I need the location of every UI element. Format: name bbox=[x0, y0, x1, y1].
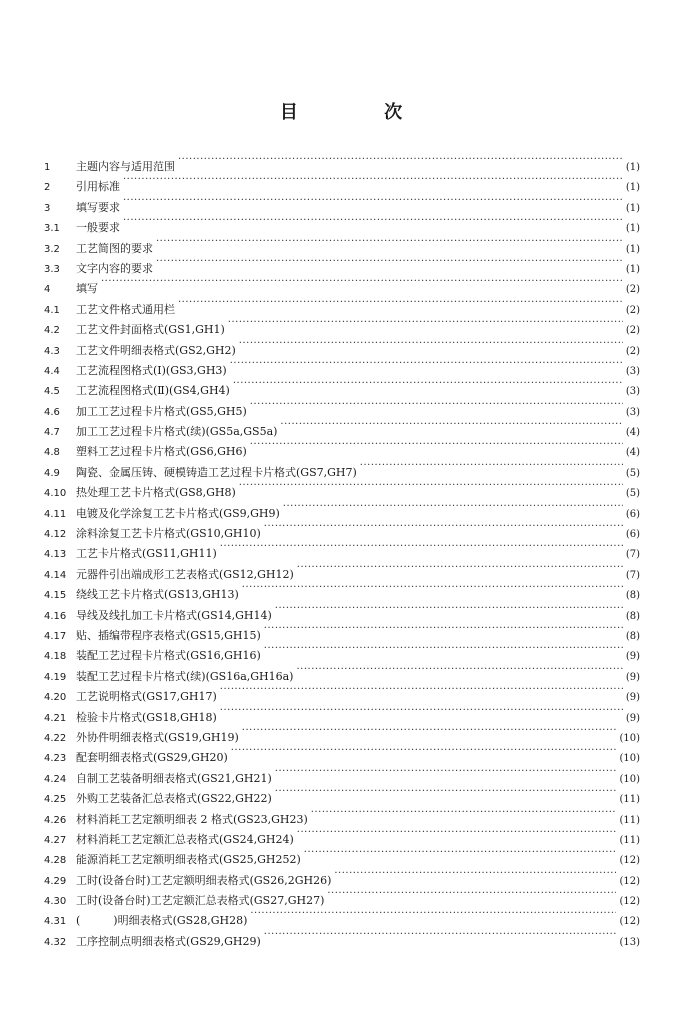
toc-dot-leader bbox=[220, 680, 623, 700]
toc-entry-title: 工艺卡片格式(GS11,GH11) bbox=[76, 547, 217, 561]
toc-entry-page: (3) bbox=[625, 406, 640, 418]
toc-entry-title: 贴、插编带程序表格式(GS15,GH15) bbox=[76, 628, 261, 642]
toc-dot-leader bbox=[264, 925, 617, 945]
toc-entry-title: 外协件明细表格式(GS19,GH19) bbox=[76, 730, 239, 744]
toc-entry-number: 4.22 bbox=[44, 732, 67, 744]
toc-entry-title: 外购工艺装备汇总表格式(GS22,GH22) bbox=[76, 792, 272, 806]
toc-entry-number: 4.1 bbox=[44, 304, 60, 316]
toc-dot-leader bbox=[228, 313, 623, 333]
toc-entry-title: 加工工艺过程卡片格式(续)(GS5a,GS5a) bbox=[76, 425, 278, 439]
toc-entry-number: 2 bbox=[44, 182, 51, 194]
toc-dot-leader bbox=[283, 497, 623, 517]
toc-entry-number: 4.11 bbox=[44, 508, 67, 520]
toc-entry-number: 4.17 bbox=[44, 630, 67, 642]
toc-entry-page: (12) bbox=[619, 875, 640, 887]
toc-entry-number: 4.31 bbox=[44, 916, 67, 928]
toc-entry[interactable] bbox=[44, 232, 640, 255]
toc-dot-leader bbox=[178, 293, 623, 313]
toc-entry-title: 热处理工艺卡片格式(GS8,GH8) bbox=[76, 486, 236, 500]
toc-entry-page: (7) bbox=[625, 569, 640, 581]
toc-dot-leader bbox=[275, 599, 623, 619]
toc-entry-number: 4.18 bbox=[44, 651, 67, 663]
toc-dot-leader bbox=[123, 211, 623, 231]
toc-entry-page: (1) bbox=[625, 223, 640, 235]
toc-entry-title: ( )明细表格式(GS28,GH28) bbox=[76, 914, 248, 928]
toc-entry-number: 4.30 bbox=[44, 896, 67, 908]
toc-entry-title: 绕线工艺卡片格式(GS13,GH13) bbox=[76, 588, 239, 602]
page-title: 目 次 bbox=[279, 102, 443, 123]
toc-dot-leader bbox=[220, 701, 623, 721]
toc-entry-page: (10) bbox=[619, 773, 640, 785]
toc-dot-leader bbox=[242, 578, 623, 598]
toc-dot-leader bbox=[178, 150, 623, 170]
toc-entry-title: 工时(设备台时)工艺定额明细表格式(GS26,2GH26) bbox=[76, 873, 332, 887]
toc-dot-leader bbox=[304, 843, 617, 863]
toc-entry-number: 4.7 bbox=[44, 427, 60, 439]
toc-entry[interactable] bbox=[44, 170, 640, 194]
toc-entry-title: 工艺流程图格式(Ⅰ)(GS3,GH3) bbox=[76, 363, 227, 377]
toc-dot-leader bbox=[156, 252, 623, 272]
toc-entry-page: (6) bbox=[625, 508, 640, 520]
toc-entry-title: 装配工艺过程卡片格式(GS16,GH16) bbox=[76, 649, 261, 663]
toc-entry-title: 元器件引出端成形工艺表格式(GS12,GH12) bbox=[76, 567, 294, 581]
toc-entry-number: 4.3 bbox=[44, 345, 60, 357]
toc-entry-number: 3.1 bbox=[44, 223, 60, 235]
toc-entry[interactable] bbox=[44, 150, 640, 173]
toc-entry-number: 4.32 bbox=[44, 936, 67, 948]
toc-entry[interactable] bbox=[44, 211, 640, 235]
toc-entry-page: (4) bbox=[625, 427, 640, 439]
toc-entry-title: 文字内容的要求 bbox=[76, 261, 153, 275]
toc-entry[interactable] bbox=[44, 272, 640, 296]
toc-entry-page: (2) bbox=[625, 284, 640, 296]
toc-entry-number: 4.14 bbox=[44, 569, 67, 581]
toc-dot-leader bbox=[264, 619, 623, 639]
toc-entry-page: (8) bbox=[625, 610, 640, 622]
toc-dot-leader bbox=[264, 639, 623, 659]
toc-dot-leader bbox=[123, 191, 623, 211]
toc-entry-title: 引用标准 bbox=[76, 180, 120, 194]
toc-dot-leader bbox=[264, 517, 623, 537]
toc-dot-leader bbox=[327, 884, 616, 904]
toc-entry-page: (2) bbox=[625, 304, 640, 316]
toc-entry-page: (1) bbox=[625, 162, 640, 173]
toc-dot-leader bbox=[123, 170, 623, 190]
toc-entry-title: 填写 bbox=[76, 282, 98, 296]
toc-entry-page: (10) bbox=[619, 753, 640, 765]
toc-entry-title: 导线及线扎加工卡片格式(GS14,GH14) bbox=[76, 608, 272, 622]
toc-entry-page: (7) bbox=[625, 549, 640, 561]
toc-dot-leader bbox=[297, 823, 617, 843]
toc-dot-leader bbox=[101, 272, 623, 292]
toc-entry-number: 4.6 bbox=[44, 406, 60, 418]
toc-entry-page: (10) bbox=[619, 732, 640, 744]
toc-entry-title: 配套明细表格式(GS29,GH20) bbox=[76, 751, 228, 765]
toc-entry-page: (11) bbox=[619, 794, 640, 806]
toc-dot-leader bbox=[239, 334, 623, 354]
toc-entry[interactable] bbox=[44, 191, 640, 214]
toc-dot-leader bbox=[311, 803, 617, 823]
toc-entry-page: (2) bbox=[625, 325, 640, 337]
toc-dot-leader bbox=[360, 456, 623, 476]
toc-dot-leader bbox=[242, 721, 617, 741]
toc-entry-title: 工艺文件封面格式(GS1,GH1) bbox=[76, 323, 225, 337]
toc-entry-title: 装配工艺过程卡片格式(续)(GS16a,GH16a) bbox=[76, 669, 294, 683]
toc-dot-leader bbox=[296, 660, 622, 680]
toc-entry-page: (5) bbox=[625, 467, 640, 479]
toc-dot-leader bbox=[297, 558, 623, 578]
toc-entry-number: 4.13 bbox=[44, 549, 67, 561]
toc-entry-title: 主题内容与适用范围 bbox=[76, 160, 175, 173]
toc-dot-leader bbox=[250, 435, 623, 455]
toc-entry-title: 工艺文件明细表格式(GS2,GH2) bbox=[76, 343, 236, 357]
toc-entry-page: (12) bbox=[619, 916, 640, 928]
toc-entry-number: 4 bbox=[44, 284, 51, 296]
toc-dot-leader bbox=[250, 904, 616, 924]
toc-entry-number: 4.12 bbox=[44, 529, 67, 541]
toc-entry-number: 4.23 bbox=[44, 753, 67, 765]
toc-entry-page: (11) bbox=[619, 834, 640, 846]
toc-entry-page: (6) bbox=[625, 529, 640, 541]
toc-entry-page: (12) bbox=[619, 855, 640, 867]
toc-dot-leader bbox=[231, 741, 617, 761]
toc-entry-number: 4.24 bbox=[44, 773, 67, 785]
toc-entry-page: (4) bbox=[625, 447, 640, 459]
toc-entry-page: (11) bbox=[619, 814, 640, 826]
toc-entry-title: 工艺流程图格式(Ⅱ)(GS4,GH4) bbox=[76, 384, 230, 398]
toc-entry-title: 工时(设备台时)工艺定额汇总表格式(GS27,GH27) bbox=[76, 894, 325, 908]
toc-entry-number: 3.3 bbox=[44, 263, 60, 275]
toc-dot-leader bbox=[334, 864, 616, 884]
toc-dot-leader bbox=[250, 395, 623, 415]
toc-entry-title: 陶瓷、金属压铸、硬模铸造工艺过程卡片格式(GS7,GH7) bbox=[76, 465, 357, 479]
toc-entry-number: 4.28 bbox=[44, 855, 67, 867]
toc-entry-number: 4.15 bbox=[44, 590, 67, 602]
toc-entry-page: (3) bbox=[625, 386, 640, 398]
toc-entry-title: 检验卡片格式(GS18,GH18) bbox=[76, 710, 217, 724]
toc-entry-number: 4.5 bbox=[44, 386, 60, 398]
toc-entry-title: 一般要求 bbox=[76, 221, 120, 235]
toc-entry-title: 自制工艺装备明细表格式(GS21,GH21) bbox=[76, 771, 272, 785]
toc-entry-title: 工序控制点明细表格式(GS29,GH29) bbox=[76, 934, 261, 948]
toc-entry-number: 4.19 bbox=[44, 671, 67, 683]
toc-entry-title: 材料消耗工艺定额汇总表格式(GS24,GH24) bbox=[76, 832, 294, 846]
toc-entry-page: (1) bbox=[625, 263, 640, 275]
toc-entry-title: 加工工艺过程卡片格式(GS5,GH5) bbox=[76, 404, 247, 418]
toc-entry-page: (13) bbox=[619, 936, 640, 948]
toc-entry-title: 涂料涂复工艺卡片格式(GS10,GH10) bbox=[76, 527, 261, 541]
toc-entry-page: (8) bbox=[625, 590, 640, 602]
toc-dot-leader bbox=[280, 415, 622, 435]
toc-entry-page: (9) bbox=[625, 651, 640, 663]
toc-entry-number: 3 bbox=[44, 202, 51, 214]
toc-entry-title: 塑料工艺过程卡片格式(GS6,GH6) bbox=[76, 445, 247, 459]
toc-dot-leader bbox=[233, 374, 623, 394]
toc-entry-number: 4.9 bbox=[44, 467, 60, 479]
toc-entry-page: (12) bbox=[619, 896, 640, 908]
toc-dot-leader bbox=[220, 537, 623, 557]
toc-entry-title: 工艺说明格式(GS17,GH17) bbox=[76, 690, 217, 704]
toc-entry-page: (2) bbox=[625, 345, 640, 357]
toc-entry-number: 4.10 bbox=[44, 488, 67, 500]
toc-dot-leader bbox=[275, 762, 617, 782]
toc-entry[interactable] bbox=[44, 293, 640, 316]
toc-entry-number: 4.20 bbox=[44, 692, 67, 704]
toc-entry-page: (3) bbox=[625, 365, 640, 377]
toc-entry-title: 电镀及化学涂复工艺卡片格式(GS9,GH9) bbox=[76, 506, 280, 520]
toc-entry-number: 4.26 bbox=[44, 814, 67, 826]
toc-entry-title: 工艺简图的要求 bbox=[76, 241, 153, 255]
toc-entry-page: (9) bbox=[625, 712, 640, 724]
toc-dot-leader bbox=[239, 476, 623, 496]
toc-entry-page: (1) bbox=[625, 202, 640, 214]
toc-dot-leader bbox=[275, 782, 617, 802]
toc-entry-number: 4.2 bbox=[44, 325, 60, 337]
toc-entry-number: 4.21 bbox=[44, 712, 67, 724]
toc-entry-title: 工艺文件格式通用栏 bbox=[76, 302, 175, 316]
toc-entry-number: 3.2 bbox=[44, 243, 60, 255]
toc-entry-page: (1) bbox=[625, 182, 640, 194]
toc-entry-number: 4.25 bbox=[44, 794, 67, 806]
toc-entry-page: (8) bbox=[625, 630, 640, 642]
toc-entry-number: 4.8 bbox=[44, 447, 60, 459]
toc-entry-number: 1 bbox=[44, 162, 51, 173]
toc-entry-page: (5) bbox=[625, 488, 640, 500]
toc-dot-leader bbox=[230, 354, 623, 374]
toc-entry-title: 材料消耗工艺定额明细表 2 格式(GS23,GH23) bbox=[76, 812, 308, 826]
toc-entry-page: (9) bbox=[625, 671, 640, 683]
toc-entry-number: 4.27 bbox=[44, 834, 67, 846]
toc-entry-title: 能源消耗工艺定额明细表格式(GS25,GH252) bbox=[76, 853, 301, 867]
table-of-contents bbox=[44, 150, 640, 948]
toc-dot-leader bbox=[156, 232, 623, 252]
toc-entry-page: (1) bbox=[625, 243, 640, 255]
toc-entry-page: (9) bbox=[625, 692, 640, 704]
toc-entry-title: 填写要求 bbox=[76, 200, 120, 214]
toc-entry-number: 4.16 bbox=[44, 610, 67, 622]
toc-entry-number: 4.4 bbox=[44, 365, 60, 377]
toc-entry-number: 4.29 bbox=[44, 875, 67, 887]
